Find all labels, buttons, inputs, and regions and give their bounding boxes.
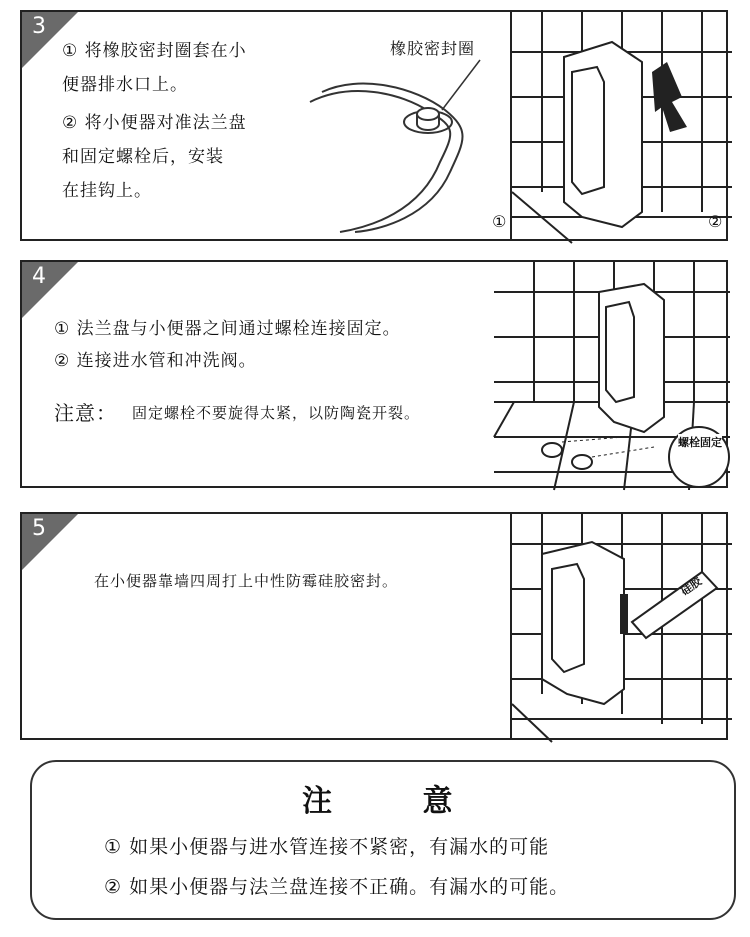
step-number: 5 bbox=[32, 516, 46, 541]
notice-title: 注 意 bbox=[302, 784, 493, 819]
step-5-panel bbox=[20, 512, 728, 740]
notice-item-1: ① 如果小便器与进水管连接不紧密，有漏水的可能 bbox=[104, 836, 550, 858]
step-4-instruction-2: ② 连接进水管和冲洗阀。 bbox=[54, 351, 257, 371]
step-3-instruction-2: ② 将小便器对准法兰盘 和固定螺栓后，安装 在挂钩上。 bbox=[62, 113, 247, 201]
step-number: 3 bbox=[32, 14, 46, 39]
step-5-instruction-1: 在小便器靠墙四周打上中性防霉硅胶密封。 bbox=[94, 572, 399, 590]
step-3-instruction-1: ① 将橡胶密封圈套在小 便器排水口上。 bbox=[62, 41, 247, 95]
seal-ring-callout: 橡胶密封圈 bbox=[390, 39, 476, 58]
drain-seal-illustration bbox=[280, 52, 508, 232]
step-4-note-label: 注意： bbox=[54, 401, 117, 425]
step-4-urinal-illustration bbox=[494, 262, 726, 486]
step-4-note-text: 固定螺栓不要旋得太紧，以防陶瓷开裂。 bbox=[132, 404, 421, 422]
step-number-tab bbox=[22, 262, 78, 318]
step-4-instruction-1: ① 法兰盘与小便器之间通过螺栓连接固定。 bbox=[54, 319, 401, 339]
bolt-fix-badge: 螺栓固定 bbox=[678, 436, 722, 449]
marker-2: ② bbox=[708, 212, 723, 231]
marker-1: ① bbox=[492, 212, 507, 231]
step-number: 4 bbox=[32, 264, 46, 289]
step-3-panel bbox=[20, 10, 728, 241]
silicone-tube-label: 硅胶 bbox=[678, 574, 705, 599]
step-5-urinal-illustration bbox=[510, 514, 726, 738]
step-number-tab bbox=[22, 514, 78, 570]
notice-item-2: ② 如果小便器与法兰盘连接不正确。有漏水的可能。 bbox=[104, 876, 570, 898]
step-3-urinal-illustration bbox=[492, 12, 726, 239]
step-4-panel bbox=[20, 260, 728, 488]
notice-box bbox=[30, 760, 736, 920]
